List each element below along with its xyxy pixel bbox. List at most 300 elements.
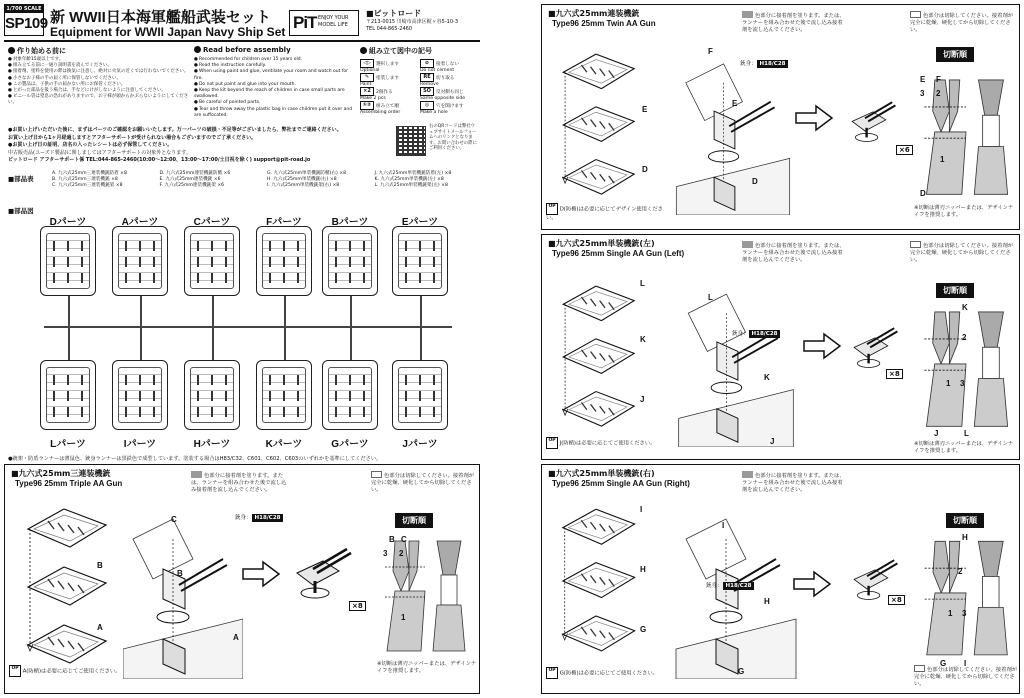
panel-subtitle: Type96 25mm Twin AA Gun — [552, 19, 656, 28]
barrel-color-tag: 銃身： H18/C28 — [235, 513, 283, 521]
sprue-part — [211, 257, 213, 267]
product-code: SP109 — [5, 15, 48, 32]
order-label: G — [940, 659, 947, 668]
support-line: お買い上げ日から1ヶ月経過しますとアフターサポートが受けられない場合もございますのでご了承ください。 — [8, 134, 257, 141]
sprue-part — [153, 407, 155, 417]
sprue-label: Fパーツ — [266, 217, 302, 228]
sprue-part — [363, 257, 365, 267]
parts-list-item: I. 九六式25mm単装機銃架(右) ×8 — [267, 183, 340, 188]
note-en: ● When using paint and glue, ventilate your room and watch out for fire. — [194, 69, 356, 81]
arrow-icon — [792, 569, 832, 599]
sprue-part — [153, 257, 155, 267]
sprue-part — [81, 375, 83, 385]
product-title-en: Equipment for WWII Japan Navy Ship Set — [50, 25, 286, 39]
order-label: 1 — [940, 155, 945, 164]
cut-swatch — [910, 11, 921, 18]
sprue-part — [349, 273, 351, 283]
sprue-part — [81, 273, 83, 283]
sprue-part — [363, 273, 365, 283]
note-ja: ● とがった部品を扱う場合は、手などにけがしないように注意してください。 — [8, 88, 190, 94]
triple-aa-panel — [4, 464, 480, 694]
shield-note: OP A(防楯)は必要に応じてご使用ください。 — [9, 665, 129, 677]
qr-code-icon[interactable] — [396, 126, 426, 156]
sprue-part — [197, 273, 199, 283]
warning-icon — [8, 47, 15, 54]
legend-item: RE 切り取る Remove — [420, 74, 455, 87]
parts-list-item: F. 九六式25mm連装機銃架 ×6 — [159, 183, 225, 188]
sprue-label: Dパーツ — [49, 217, 87, 228]
optional-icon: OP — [546, 667, 558, 679]
paint-icon: ✎ — [360, 73, 374, 82]
sprue-part — [335, 391, 337, 401]
sprue-frame — [112, 217, 168, 296]
sprue-part — [269, 273, 271, 283]
instruction-page-left — [4, 4, 480, 694]
sprue-label: Cパーツ — [193, 217, 231, 228]
arrow-icon — [794, 103, 834, 133]
part-callout: C — [171, 515, 177, 524]
sprue-part — [197, 375, 199, 385]
glue-swatch — [742, 11, 753, 18]
cut-order-diagram — [914, 301, 1018, 431]
part-callout: F — [708, 47, 713, 56]
sprue-part — [67, 241, 69, 251]
assembled-gun-drawing — [283, 535, 353, 605]
note-ja: ● 組み立てる前に一通り説明書を読んでください。 — [8, 63, 190, 69]
sprue-part — [297, 241, 299, 251]
sprue-part — [433, 375, 435, 385]
sprue-part — [363, 375, 365, 385]
panel-subtitle: Type96 25mm Single AA Gun (Right) — [552, 479, 690, 488]
cut-order-heading: 切断順 — [395, 513, 433, 528]
part-callout: A — [97, 623, 103, 632]
single-right-aa-panel — [541, 464, 1020, 694]
sprue-part — [335, 273, 337, 283]
company-info — [366, 8, 478, 33]
header-divider — [4, 40, 480, 42]
sprue-part — [269, 391, 271, 401]
sprue-part — [225, 375, 227, 385]
parts-list-item: L. 九六式25mm単装機銃架(左) ×8 — [374, 183, 448, 188]
sprue-part — [363, 391, 365, 401]
parts-list-item: A. 九六式25mm三連装機銃防盾 ×8 — [52, 171, 127, 176]
sprue-part — [349, 375, 351, 385]
sprue-part — [67, 391, 69, 401]
sprue-part — [53, 391, 55, 401]
sprue-part — [297, 391, 299, 401]
panel-title: ■九六式25mm三連装機銃 — [11, 469, 111, 478]
sprue-part — [139, 407, 141, 417]
sprue-part — [81, 407, 83, 417]
order-label: 3 — [383, 549, 388, 558]
optional-icon: OP — [9, 665, 21, 677]
order-label: K — [962, 303, 968, 312]
parts-list-item: G. 九六式25mm単装機銃防楯(右) ×8 — [267, 171, 347, 176]
glue-note: 色部分に接着剤を塗ります。または、ランナーを組み合わせた後で流し込み接着剤を流し込んでください。 — [742, 473, 845, 493]
part-callout: B — [177, 569, 183, 578]
sprue-part — [225, 273, 227, 283]
note-en: ● Read the instruction carefully. — [194, 63, 356, 69]
cut-order-diagram — [914, 69, 1018, 199]
order-label: 2 — [958, 567, 963, 576]
sprue-part — [283, 391, 285, 401]
part-callout: D — [642, 165, 648, 174]
before-assembly-heading-en: Read before assembly — [194, 46, 291, 54]
single-left-aa-panel — [541, 234, 1020, 460]
cut-note: 色部分は切除してください。接着剤が完全に乾燥、硬化してから切除してください。 — [910, 243, 1014, 263]
sprue-label: Kパーツ — [265, 439, 303, 450]
panel-subtitle: Type96 25mm Triple AA Gun — [15, 479, 123, 488]
cut-note: 色部分は切除してください。接着剤が完全に乾燥、硬化してから切除してください。 — [910, 13, 1014, 33]
symbols-heading: 組み立て図中の記号 — [360, 46, 432, 56]
part-callout: J — [770, 437, 775, 446]
sprue-part — [125, 375, 127, 385]
scale-badge — [4, 4, 48, 36]
sprue-part — [349, 257, 351, 267]
sprue-part — [419, 391, 421, 401]
parts-list-item: B. 九六式25mm三連装機銃 ×8 — [52, 177, 118, 182]
sprue-frame — [40, 360, 96, 450]
sprue-frame — [392, 360, 448, 450]
company-tel: TEL 044-865-2460 — [366, 26, 413, 32]
sprue-part — [405, 257, 407, 267]
sprue-label: Iパーツ — [123, 439, 157, 450]
cut-note: 色部分は切除してください。接着剤が完全に乾燥、硬化してから切除してください。 — [914, 667, 1018, 687]
sprue-part — [125, 273, 127, 283]
sprue-part — [67, 257, 69, 267]
sprue-part — [197, 241, 199, 251]
sprue-exploded-drawing — [13, 499, 115, 675]
shield-note: OP G(防楯)は必要に応じてご使用ください。 — [546, 667, 666, 679]
legend-item: ◎ 穴を開けます Make a hole — [420, 102, 464, 115]
sprue-part — [405, 241, 407, 251]
page-gutter — [484, 0, 536, 698]
sprue-part — [349, 407, 351, 417]
sprue-part — [335, 407, 337, 417]
support-line: ピットロード アフターサポート係 TEL:044-865-2460(10:00～12:00、13:00～17:00/土日祝を除く) support@pit-road.jo — [8, 157, 311, 163]
optional-icon: OP — [546, 203, 558, 215]
quantity-badge: ×6 — [896, 145, 913, 155]
sprue-part — [433, 391, 435, 401]
instruction-page-right — [541, 4, 1020, 694]
order-label: J — [934, 429, 939, 438]
glue-note: 色部分に接着剤を塗ります。または、ランナーを組み合わせた後で流し込み接着剤を流し込んでください。 — [742, 243, 845, 263]
sprue-part — [67, 273, 69, 283]
sprue-part — [225, 391, 227, 401]
sprue-part — [269, 257, 271, 267]
legend-item: ×2 2個作る Make 2 pcs — [360, 88, 393, 101]
sprue-label: Gパーツ — [331, 439, 369, 450]
sprue-part — [211, 375, 213, 385]
sprue-part — [269, 407, 271, 417]
sprue-part — [335, 241, 337, 251]
order-label: B — [389, 535, 395, 544]
company-address: 〒213-0015 川崎市高津区梶ヶ谷5-10-3 — [366, 19, 458, 25]
sprue-part — [67, 375, 69, 385]
sprue-part — [363, 407, 365, 417]
sprue-part — [139, 257, 141, 267]
sprue-part — [53, 407, 55, 417]
parts-list-item: C. 九六式25mm三連装機銃架 ×8 — [52, 183, 123, 188]
remove-icon: RE — [420, 73, 434, 82]
sprue-part — [297, 257, 299, 267]
parts-frames-heading: ■部品図 — [8, 207, 34, 215]
shield-note: OP D(防楯)は必要に応じてデザイン使用ください。 — [546, 204, 663, 221]
cut-swatch — [371, 471, 382, 478]
brand-slogan: ENJOY YOUR MODEL LIFE — [318, 15, 349, 28]
sprue-runner — [212, 296, 214, 360]
cutter-note: ※切断は薄刃ニッパーまたは、デザインナイフを推奨します。 — [914, 205, 1014, 218]
shield-note: OP J(防楯)は必要に応じてご使用ください。 — [546, 437, 666, 449]
note-ja: ● この製品は、子供の手の届かない所にお保管ください。 — [8, 82, 190, 88]
sprue-part — [197, 391, 199, 401]
sprue-frame — [322, 217, 378, 296]
sprue-part — [419, 273, 421, 283]
after-support-info — [8, 127, 388, 165]
same-opposite-icon: SO — [420, 87, 434, 96]
quantity-badge: ×8 — [349, 601, 366, 611]
notes-en-list — [194, 57, 356, 119]
part-callout: H — [764, 597, 770, 606]
mount-drawing — [668, 45, 798, 215]
sprue-part — [433, 407, 435, 417]
sprue-part — [197, 257, 199, 267]
parts-list-item: J. 九六式25mm単装機銃防盾(左) ×8 — [374, 171, 452, 176]
sprue-frame — [184, 360, 240, 450]
support-line: ●お買い上げいただいた後に、まずはパーツのご確認をお願いいたします。万一パーツの破損・不足等がございましたら、弊社までご連絡ください。 — [8, 127, 342, 133]
sprue-part — [53, 257, 55, 267]
parts-list — [52, 171, 482, 189]
quantity-badge: ×8 — [886, 369, 903, 379]
before-assembly-heading-ja: 作り始める前に — [8, 46, 66, 56]
part-callout: E — [642, 105, 648, 114]
order-label: 1 — [946, 379, 951, 388]
sprue-runner — [140, 296, 142, 360]
barrel-color-tag: 銃身： H18/C28 — [740, 59, 788, 67]
sprue-runner — [420, 296, 422, 360]
order-label: 3 — [962, 609, 967, 618]
panel-title: ■九六式25mm単装機銃(左) — [548, 239, 655, 248]
cutter-note: ※切断は薄刃ニッパーまたは、デザインナイフを推奨します。 — [914, 441, 1014, 454]
sprue-exploded-drawing — [550, 499, 642, 663]
sprue-part — [405, 273, 407, 283]
notes-ja-list — [8, 57, 190, 107]
twin-aa-panel — [541, 4, 1020, 230]
scale-label: 1/700 SCALE — [6, 6, 42, 12]
sprue-part — [153, 241, 155, 251]
make-two-icon: ×2 — [360, 87, 374, 96]
sprue-part — [139, 375, 141, 385]
sprue-part — [81, 257, 83, 267]
support-line: ●お買い上げ日の証明、店名の入ったレシートは必ず保管してください。 — [8, 142, 173, 148]
sprue-runner — [44, 326, 452, 328]
sprue-part — [433, 273, 435, 283]
mount-drawing — [123, 499, 243, 679]
parts-list-item: D. 九六式25mm連装機銃防楯 ×6 — [159, 171, 231, 176]
sprue-part — [269, 241, 271, 251]
sprue-part — [297, 407, 299, 417]
legend-item: SO 反対側も同じ Same opposite side — [420, 88, 466, 101]
note-en: ● Keep the kit beyond the reach of children in case small parts are swallowed. — [194, 88, 356, 100]
sprue-exploded-drawing — [550, 45, 642, 205]
sprue-label: Bパーツ — [331, 217, 369, 228]
note-ja: ● ビニール袋は窒息の恐れがありますので、お子様が頭からかぶらないようにしてください。 — [8, 94, 190, 106]
sprue-part — [405, 391, 407, 401]
sprue-part — [269, 375, 271, 385]
sprue-frame — [40, 217, 96, 296]
barrel-color-tag: 銃身： H18/C28 — [706, 581, 754, 589]
part-callout: K — [640, 335, 646, 344]
order-label: 3 — [960, 379, 965, 388]
parts-list-item: K. 九六式25mm単装機銃(左) ×8 — [374, 177, 444, 182]
order-label: 2 — [936, 89, 941, 98]
glue-swatch — [742, 241, 753, 248]
sprue-part — [225, 407, 227, 417]
panel-title: ■九六式25mm連装機銃 — [548, 9, 640, 18]
panel-subtitle: Type96 25mm Single AA Gun (Left) — [552, 249, 685, 258]
sprue-part — [419, 407, 421, 417]
sprue-part — [153, 391, 155, 401]
legend-item: ✎ 塗装します Paint — [360, 74, 399, 87]
sprue-label: Jパーツ — [402, 439, 438, 450]
cut-order-heading: 切断順 — [936, 47, 974, 62]
legend-item: ◁▷ 選択します Optional — [360, 60, 399, 73]
order-label: C — [401, 535, 407, 544]
no-cement-icon: ⊘ — [420, 59, 434, 68]
sprue-frame — [112, 360, 168, 450]
sprue-part — [153, 375, 155, 385]
sprue-part — [419, 241, 421, 251]
order-label: 2 — [399, 549, 404, 558]
sprue-part — [139, 241, 141, 251]
order-label: L — [964, 429, 969, 438]
part-callout: A — [233, 633, 239, 642]
note-ja: ● 接着剤、塗料を使用の際は換気に注意し、絶対に火気の近くでは行わないでください。 — [8, 69, 190, 75]
warning-icon — [194, 46, 201, 53]
order-label: H — [962, 533, 968, 542]
sprue-part — [419, 375, 421, 385]
cut-order-diagram — [375, 531, 475, 655]
note-ja: ● 小さなお子様の手の届く所に保管しないでください。 — [8, 76, 190, 82]
optional-icon: OP — [546, 437, 558, 449]
sprue-part — [211, 273, 213, 283]
order-label: 2 — [962, 333, 967, 342]
sprue-part — [53, 273, 55, 283]
sprue-frame — [184, 217, 240, 296]
sprue-exploded-drawing — [550, 277, 645, 437]
order-icon: ①② — [360, 101, 374, 110]
sprue-part — [283, 375, 285, 385]
sprue-part — [349, 391, 351, 401]
qr-caption: 右のQRコードは弊社ウェブサイトメールフォームへのリンクとなります。お問い合わせの際にご利用ください。 — [429, 124, 477, 152]
arrow-icon — [241, 559, 281, 589]
quantity-badge: ×8 — [888, 595, 905, 605]
order-label: D — [920, 189, 926, 198]
part-callout: G — [738, 667, 745, 676]
sprue-part — [125, 241, 127, 251]
sprue-part — [419, 257, 421, 267]
note-en: ● Do not put paint and glue into your mouth. — [194, 82, 356, 88]
drill-icon: ◎ — [420, 101, 434, 110]
sprue-runner — [68, 296, 70, 360]
part-callout: D — [752, 177, 758, 186]
mount-drawing — [666, 275, 806, 447]
glue-swatch — [191, 471, 202, 478]
note-ja: ● 対象年齢15歳以上です。 — [8, 57, 190, 63]
sprue-part — [405, 407, 407, 417]
sprue-part — [153, 273, 155, 283]
optional-icon: ◁▷ — [360, 59, 374, 68]
arrow-icon — [802, 331, 842, 361]
support-line: 中古販売品(ユーズド製品)に関しましてはアフターサポートの対象外となります。 — [8, 149, 191, 156]
anchor-icon — [360, 47, 367, 54]
sprue-frame — [256, 217, 312, 296]
sprue-part — [225, 257, 227, 267]
sprue-part — [211, 407, 213, 417]
order-label: 1 — [401, 613, 406, 622]
sprue-part — [125, 407, 127, 417]
sprue-part — [139, 391, 141, 401]
part-callout: I — [722, 521, 725, 530]
company-name: ■ピットロード — [366, 9, 422, 18]
cut-order-diagram — [914, 531, 1018, 659]
sprue-part — [283, 273, 285, 283]
legend-item: ①② 組み立て順 Assembling order — [360, 102, 401, 115]
sprue-part — [125, 257, 127, 267]
sprue-runner — [284, 296, 286, 360]
glue-note: 色部分に接着剤を塗ります。または、ランナーを組み合わせた後で流し込み接着剤を流し込んでください。 — [191, 473, 287, 493]
barrel-color-tag: 銃身： H18/C28 — [732, 329, 780, 337]
cut-swatch — [910, 241, 921, 248]
sprue-part — [335, 257, 337, 267]
part-callout: L — [640, 279, 645, 288]
assembled-gun-drawing — [838, 317, 904, 373]
product-title-ja: 新 WWII日本海軍艦船武装セット — [50, 9, 271, 26]
sprue-part — [53, 241, 55, 251]
glue-note: 色部分に接着剤を塗ります。または、ランナーを組み合わせた後で流し込み接着剤を流し込んでください。 — [742, 13, 845, 33]
order-label: 3 — [920, 89, 925, 98]
panel-title: ■九六式25mm単装機銃(右) — [548, 469, 655, 478]
sprue-label: Hパーツ — [193, 439, 231, 450]
sprue-part — [211, 391, 213, 401]
part-callout: L — [708, 293, 713, 302]
sprue-frame — [392, 217, 448, 296]
sprue-part — [297, 273, 299, 283]
part-callout: I — [640, 505, 643, 514]
note-en: ● Tear and throw away the plastic bag in case children put it over and are suffocated. — [194, 107, 356, 119]
cut-swatch — [914, 665, 925, 672]
sprue-frame — [256, 360, 312, 450]
sprue-part — [349, 241, 351, 251]
sprue-frame — [322, 360, 378, 450]
sprue-part — [225, 241, 227, 251]
sprue-part — [53, 375, 55, 385]
note-en: ● Be careful of pointed parts. — [194, 100, 356, 106]
sprue-part — [433, 257, 435, 267]
parts-list-item: E. 九六式25mm連装機銃 ×6 — [159, 177, 221, 182]
glue-swatch — [742, 471, 753, 478]
sprue-part — [283, 407, 285, 417]
sprue-part — [405, 375, 407, 385]
note-en: ● Recommended for children over 15 years old. — [194, 57, 356, 63]
parts-list-item: H. 九六式25mm単装機銃(右) ×8 — [267, 177, 337, 182]
sprue-part — [433, 241, 435, 251]
order-label: I — [964, 659, 967, 668]
sprue-part — [81, 391, 83, 401]
sprue-part — [283, 257, 285, 267]
sprue-part — [335, 375, 337, 385]
assembled-gun-drawing — [836, 91, 902, 147]
